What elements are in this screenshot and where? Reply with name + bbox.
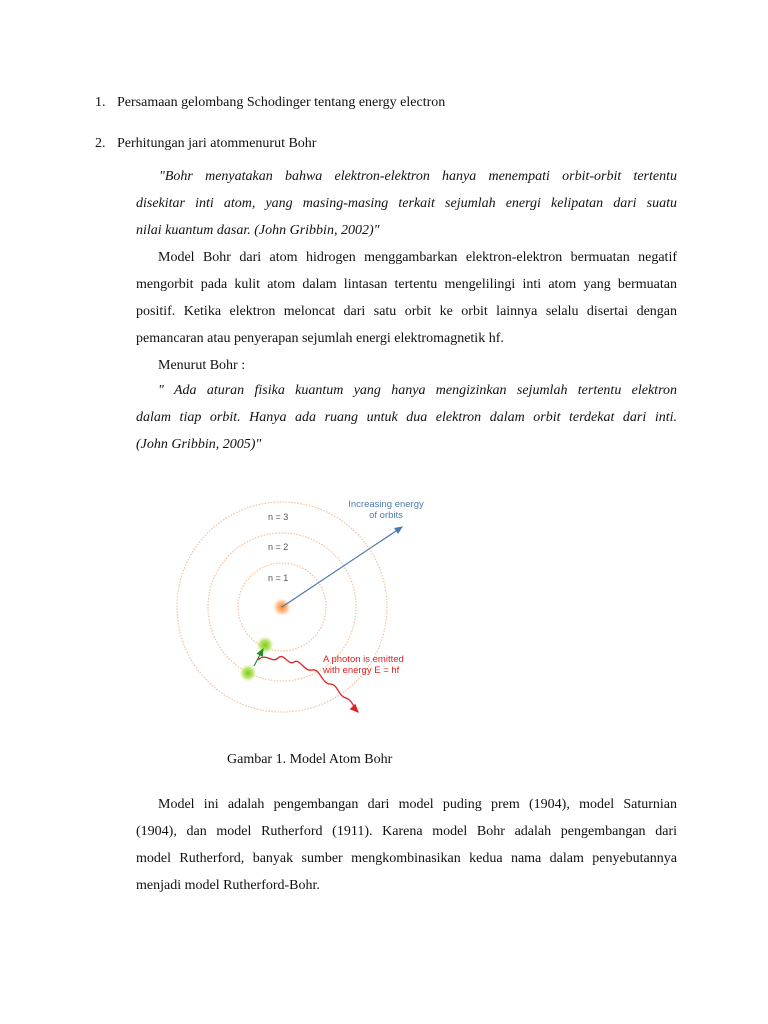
paragraph2-line-4: menjadi model Rutherford-Bohr.: [136, 878, 320, 893]
quote2-line-1: " Ada aturan fisika kuantum yang hanya mengizinkan sejumlah tertentu elektron: [158, 383, 677, 398]
paragraph2-line-1: Model ini adalah pengembangan dari model puding prem (1904), model Saturnian: [158, 797, 677, 812]
paragraph2-line-2: (1904), dan model Rutherford (1911). Karena model Bohr adalah pengembangan dari: [136, 824, 677, 839]
list-number-1: 1.: [95, 95, 106, 110]
paragraph2-line-3: model Rutherford, banyak sumber mengkombinasikan kedua nama dalam penyebutannya: [136, 851, 677, 866]
orbit-label-n2: n = 2: [268, 542, 289, 552]
quote1-line-3: nilai kuantum dasar. (John Gribbin, 2002)": [136, 223, 380, 238]
quote1-line-2: disekitar inti atom, yang masing-masing terkait sejumlah energi kelipatan dari suatu: [136, 196, 677, 211]
photon-label-line-1: A photon is emitted: [323, 654, 404, 665]
paragraph1-line-1: Model Bohr dari atom hidrogen menggambarkan elektron-elektron bermuatan negatif: [158, 250, 677, 265]
energy-label-line-1: Increasing energy: [348, 499, 424, 510]
energy-label-line-2: of orbits: [369, 510, 403, 521]
electron-upper: [256, 636, 274, 654]
paragraph1-line-2: mengorbit pada kulit atom dalam lintasan tertentu mengelilingi inti atom yang bermuatan: [136, 277, 677, 292]
orbit-label-n3: n = 3: [268, 512, 289, 522]
orbit-label-n1: n = 1: [268, 573, 289, 583]
photon-label-line-2: with energy E = hf: [323, 665, 400, 676]
paragraph1-line-3: positif. Ketika elektron meloncat dari satu orbit ke orbit lainnya selalu disertai dengan: [136, 304, 677, 319]
list-number-2: 2.: [95, 136, 106, 151]
paragraph1-line-4: pemancaran atau penyerapan sejumlah energi elektromagnetik hf.: [136, 331, 504, 346]
quote2-line-2: dalam tiap orbit. Hanya ada ruang untuk dua elektron dalam orbit terdekat dari inti.: [136, 410, 677, 425]
quote2-line-3: (John Gribbin, 2005)": [136, 437, 262, 452]
figure-caption: Gambar 1. Model Atom Bohr: [227, 752, 393, 767]
electron-lower: [239, 664, 257, 682]
quote1-line-1: "Bohr menyatakan bahwa elektron-elektron hanya menempati orbit-orbit tertentu: [159, 169, 677, 184]
list-item-1: Persamaan gelombang Schodinger tentang energy electron: [117, 95, 446, 110]
menurut-bohr: Menurut Bohr :: [158, 358, 246, 373]
list-item-2: Perhitungan jari atommenurut Bohr: [117, 136, 317, 151]
